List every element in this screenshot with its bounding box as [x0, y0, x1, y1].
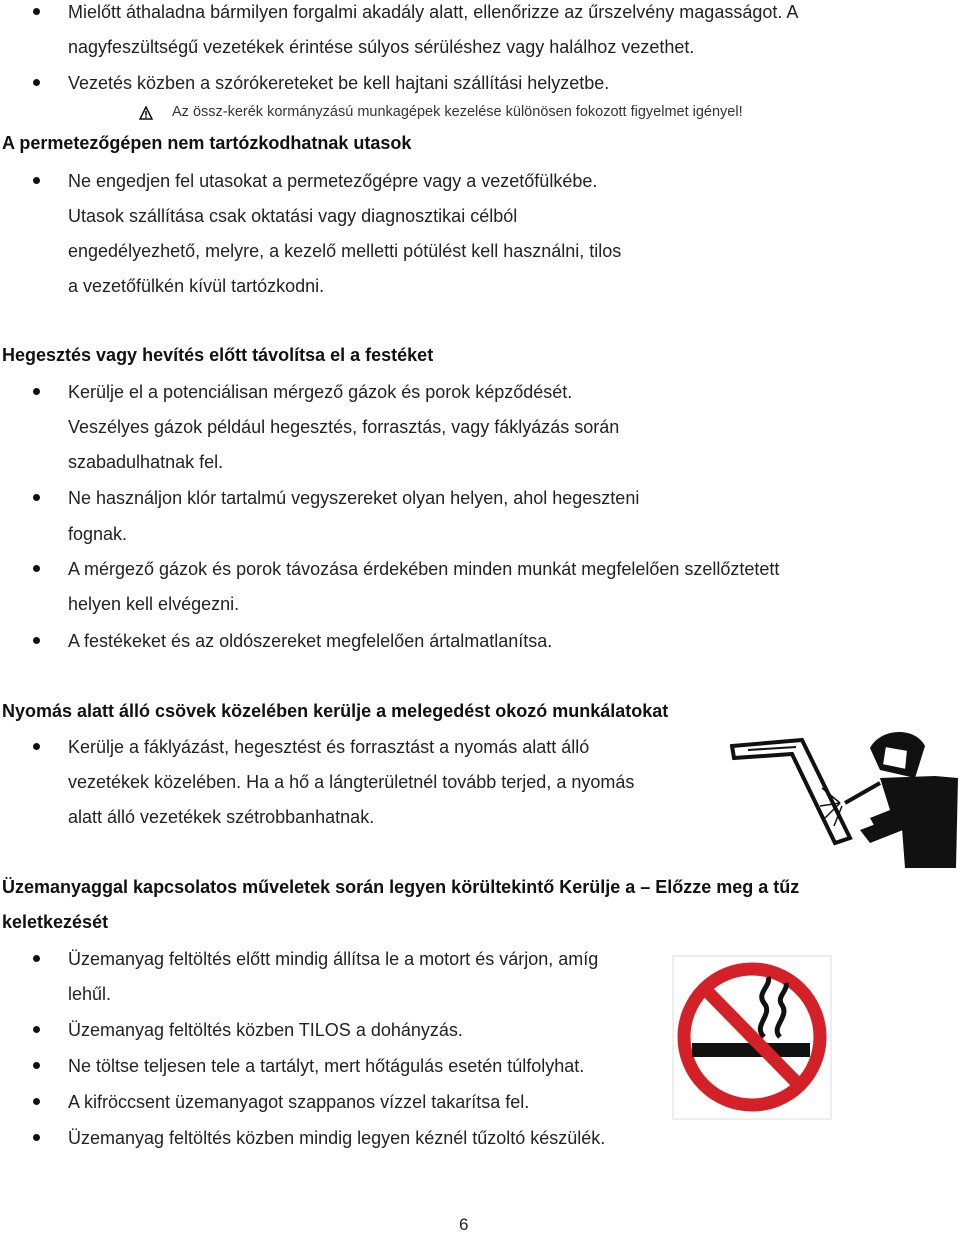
- bullet: [33, 565, 40, 572]
- text-line: Üzemanyag feltöltés előtt mindig állítsa le a motort és várjon, amíg: [68, 949, 599, 969]
- page-number: 6: [459, 1215, 469, 1234]
- text-line: Üzemanyag feltöltés közben TILOS a dohányzás.: [68, 1020, 463, 1040]
- text-line: A kifröccsent üzemanyagot szappanos vízzel takarítsa fel.: [68, 1092, 530, 1112]
- text-line: Üzemanyag feltöltés közben mindig legyen kéznél tűzoltó készülék.: [68, 1128, 606, 1148]
- text-line: Ne töltse teljesen tele a tartályt, mert hőtágulás esetén túlfolyhat.: [68, 1056, 585, 1076]
- section-heading: Üzemanyaggal kapcsolatos műveletek során legyen körültekintő Kerülje a – Előzze meg a tűz: [2, 877, 800, 897]
- bullet: [33, 177, 40, 184]
- text-line: Vezetés közben a szórókereteket be kell hajtani szállítási helyzetbe.: [68, 73, 610, 93]
- bullet: [33, 494, 40, 501]
- welding-illustration: [730, 718, 960, 868]
- bullet: [33, 79, 40, 86]
- text-line: Kerülje a fáklyázást, hegesztést és forrasztást a nyomás alatt álló: [68, 737, 590, 757]
- text-line: Kerülje el a potenciálisan mérgező gázok és porok képződését.: [68, 382, 573, 402]
- text-line: Ne használjon klór tartalmú vegyszereket olyan helyen, ahol hegeszteni: [68, 488, 640, 508]
- bullet: [33, 955, 40, 962]
- text-line: vezetékek közelében. Ha a hő a lángterületnél tovább terjed, a nyomás: [68, 772, 635, 792]
- bullet: [33, 1026, 40, 1033]
- text-line: nagyfeszültségű vezetékek érintése súlyos sérüléshez vagy halálhoz vezethet.: [68, 37, 695, 57]
- text-line: helyen kell elvégezni.: [68, 594, 240, 614]
- bullet: [33, 388, 40, 395]
- bullet: [33, 743, 40, 750]
- text-line: fognak.: [68, 524, 128, 544]
- text-line: szabadulhatnak fel.: [68, 452, 224, 472]
- text-line: alatt álló vezetékek szétrobbanhatnak.: [68, 807, 375, 827]
- bullet: [33, 8, 40, 15]
- bullet: [33, 1134, 40, 1141]
- bullet: [33, 1062, 40, 1069]
- section-heading: Nyomás alatt álló csövek közelében kerülje a melegedést okozó munkálatokat: [2, 701, 669, 721]
- text-line: a vezetőfülkén kívül tartózkodni.: [68, 276, 325, 296]
- text-line: lehűl.: [68, 984, 112, 1004]
- text-line: Veszélyes gázok például hegesztés, forrasztás, vagy fáklyázás során: [68, 417, 620, 437]
- no-smoking-icon: [672, 955, 832, 1120]
- text-line: Utasok szállítása csak oktatási vagy diagnosztikai célból: [68, 206, 518, 226]
- section-heading: A permetezőgépen nem tartózkodhatnak utasok: [2, 133, 412, 153]
- text-line: A festékeket és az oldószereket megfelelően ártalmatlanítsa.: [68, 631, 553, 651]
- warning-note: Az össz-kerék kormányzású munkagépek kezelése különösen fokozott figyelmet igényel!: [172, 104, 743, 120]
- section-heading: Hegesztés vagy hevítés előtt távolítsa el a festéket: [2, 345, 434, 365]
- text-line: Ne engedjen fel utasokat a permetezőgépre vagy a vezetőfülkébe.: [68, 171, 598, 191]
- warning-icon: [139, 104, 153, 125]
- bullet: [33, 637, 40, 644]
- text-line: Mielőtt áthaladna bármilyen forgalmi akadály alatt, ellenőrizze az űrszelvény magasságot. A: [68, 2, 799, 22]
- text-line: A mérgező gázok és porok távozása érdekében minden munkát megfelelően szellőztetett: [68, 559, 780, 579]
- section-heading-continued: keletkezését: [2, 912, 109, 932]
- bullet: [33, 1098, 40, 1105]
- text-line: engedélyezhető, melyre, a kezelő melletti pótülést kell használni, tilos: [68, 241, 622, 261]
